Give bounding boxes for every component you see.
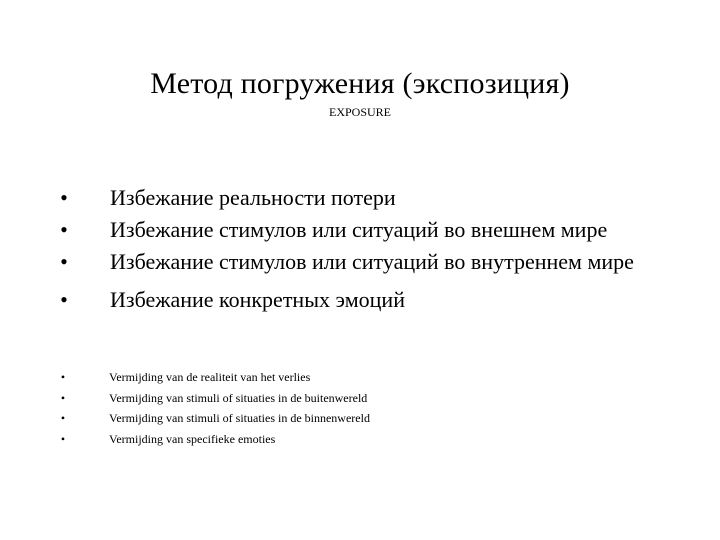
list-item-text: Vermijding van stimuli of situaties in de buitenwereld xyxy=(109,390,368,405)
slide-title: Метод погружения (экспозиция) xyxy=(150,67,570,100)
list-item xyxy=(0,246,720,278)
list-item-text: Vermijding van stimuli of situaties in de binnenwereld xyxy=(109,411,370,425)
bullet-icon: • xyxy=(60,431,66,446)
bullet-icon: • xyxy=(60,411,66,425)
list-item xyxy=(0,429,720,450)
bullet-icon: • xyxy=(60,185,68,210)
bullet-icon: • xyxy=(60,249,68,274)
list-item xyxy=(0,182,720,214)
russian-bullet-list xyxy=(0,182,720,316)
list-item-text: Избежание реальности потери xyxy=(110,185,396,210)
slide-subtitle: EXPOSURE xyxy=(328,105,391,119)
list-item-text: Vermijding van specifieke emoties xyxy=(109,431,276,446)
dutch-bullet-list xyxy=(0,367,720,449)
list-item xyxy=(0,408,720,429)
list-item xyxy=(0,284,720,316)
list-item-text: Избежание конкретных эмоций xyxy=(110,287,405,312)
bullet-icon: • xyxy=(60,217,68,242)
bullet-icon: • xyxy=(60,287,68,312)
list-item xyxy=(0,214,720,246)
list-item xyxy=(0,367,720,388)
bullet-icon: • xyxy=(60,370,66,384)
list-item-text: Избежание стимулов или ситуаций во внешнем мире xyxy=(110,217,608,242)
bullet-icon: • xyxy=(60,390,66,405)
list-item-text: Vermijding van de realiteit van het verlies xyxy=(109,370,311,384)
list-item-text: Избежание стимулов или ситуаций во внутреннем мире xyxy=(110,249,634,274)
list-item xyxy=(0,388,720,409)
